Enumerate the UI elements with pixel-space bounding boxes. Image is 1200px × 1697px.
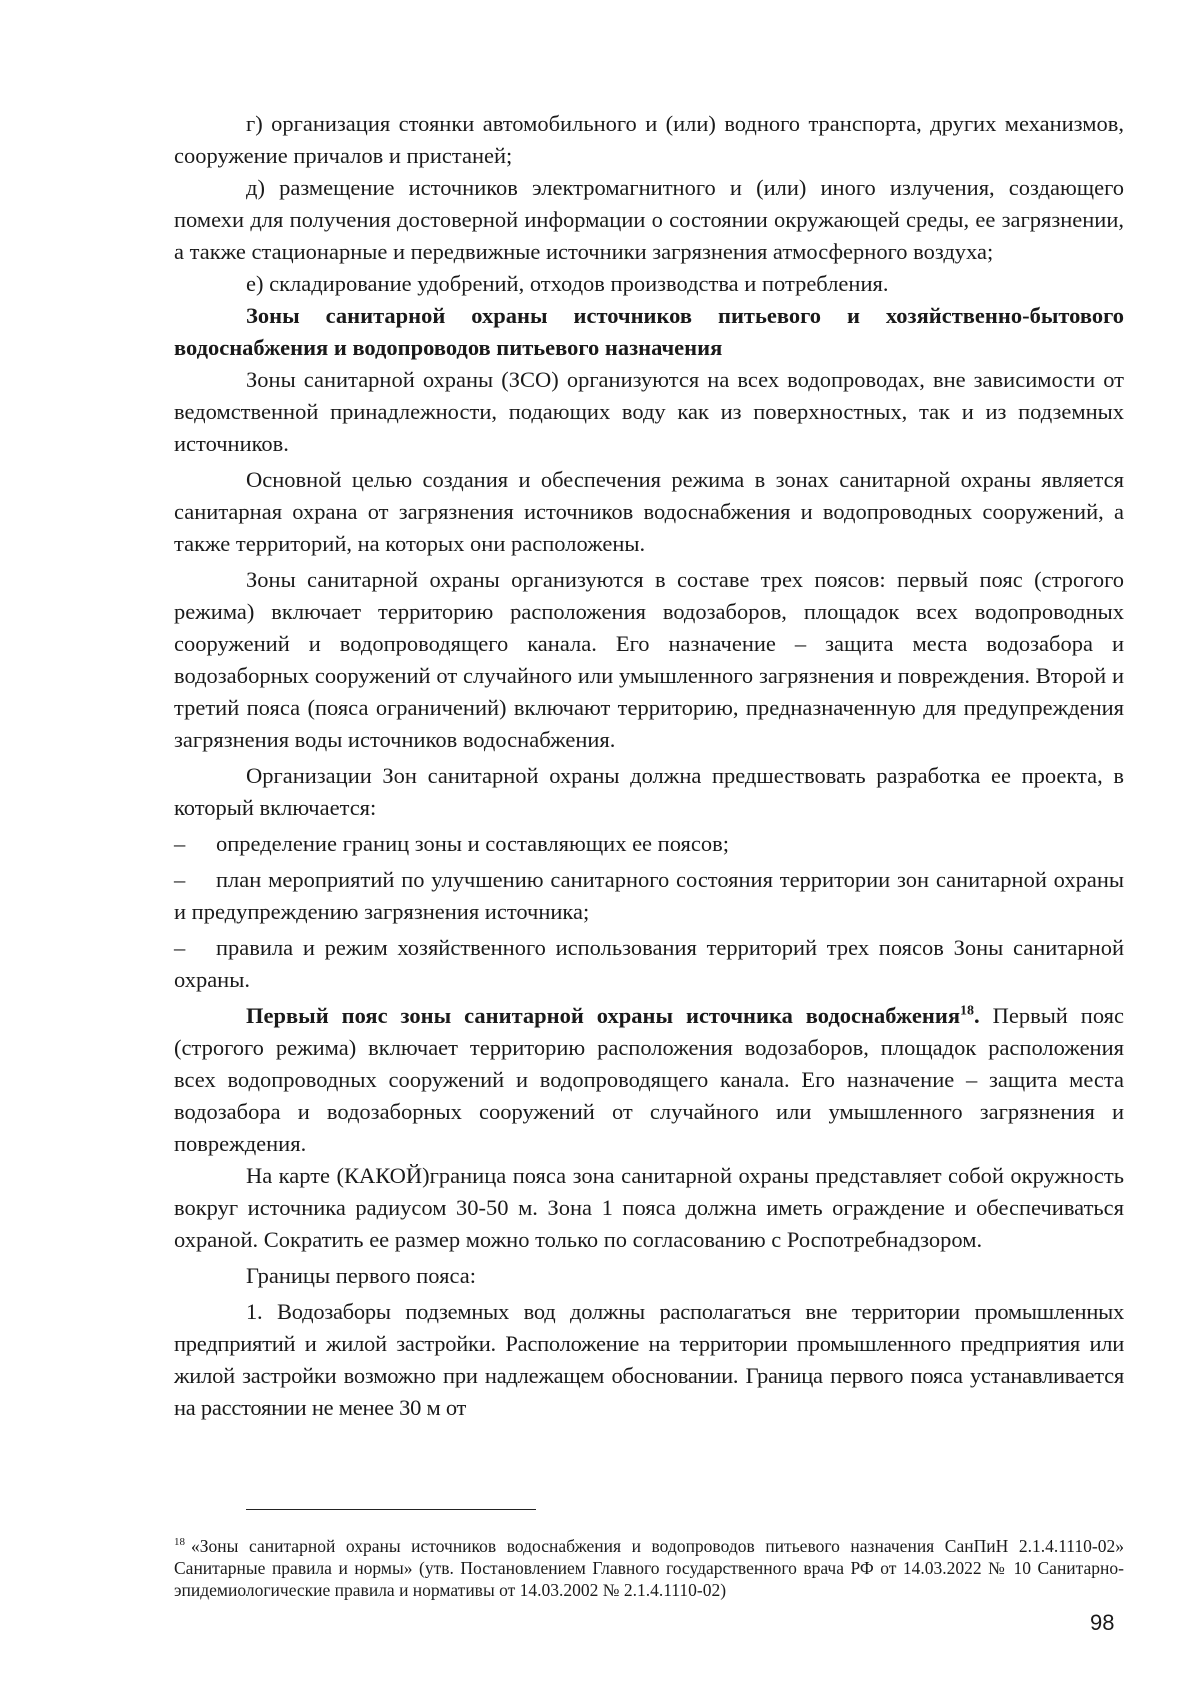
footnote-ref[interactable]: 18: [960, 1003, 975, 1019]
first-belt-text: Первый пояс (строгого режима) включает территорию расположения водозаборов, площадок расположения всех водопроводных сооружений и водопроводящего канала. Его назначение – защита места водозабора и водозаборных сооружений от случайного или умышленного загрязнения и повреждения.: [174, 1003, 1124, 1156]
paragraph-zso-organization: Зоны санитарной охраны (ЗСО) организуются на всех водопроводах, вне зависимости от ведомственной принадлежности, подающих воду как из поверхностных, так и из подземных источников.: [174, 367, 1124, 456]
list-dash: –: [174, 867, 186, 892]
paragraph-boundaries-title: Границы первого пояса:: [246, 1263, 476, 1288]
paragraph-item-d: д) размещение источников электромагнитного и (или) иного излучения, создающего помехи для получения достоверной информации о состоянии окружающей среды, ее загрязнении, а также стационарные и передвижные источники загрязнения атмосферного воздуха;: [174, 175, 1124, 264]
list-item-text: план мероприятий по улучшению санитарного состояния территории зон санитарной охраны и предупреждению загрязнения источника;: [174, 867, 1124, 924]
section-heading-zso-text: Зоны санитарной охраны источников питьевого и хозяйственно-бытового водоснабжения и водопроводов питьевого назначения: [174, 303, 1124, 360]
footnote-text: «Зоны санитарной охраны источников водоснабжения и водопроводов питьевого назначения СанПиН 2.1.4.1110-02» Санитарные правила и нормы» (утв. Постановлением Главного государственного врача РФ от 14.03.2022 № 10 Санитарно-эпидемиологические правила и нормативы от 14.03.2002 № 2.1.4.1110-02): [174, 1535, 1124, 1600]
list-item: [174, 864, 1124, 928]
paragraph-three-belts: Зоны санитарной охраны организуются в составе трех поясов: первый пояс (строгого режима) включает территорию расположения водозаборов, площадок всех водопроводных сооружений и водопроводящего канала. Его назначение – защита места водозабора и водозаборных сооружений от случайного или умышленного загрязнения и повреждения. Второй и третий пояса (пояса ограничений) включают территорию, предназначенную для предупреждения загрязнения воды источников водоснабжения.: [174, 567, 1124, 752]
paragraph-item-g: г) организация стоянки автомобильного и (или) водного транспорта, других механизмов, сооружение причалов и пристаней;: [174, 111, 1124, 168]
section-heading-zso: [174, 300, 1124, 364]
first-belt-heading-dot: .: [974, 1003, 980, 1028]
document-body: [174, 108, 1124, 1424]
first-belt-heading: Первый пояс зоны санитарной охраны источника водоснабжения: [246, 1003, 961, 1028]
paragraph-groundwater-intakes: 1. Водозаборы подземных вод должны располагаться вне территории промышленных предприятий и жилой застройки. Расположение на территории промышленного предприятия или жилой застройки возможно при надлежащем обосновании. Граница первого пояса устанавливается на расстоянии не менее 30 м от: [174, 1299, 1124, 1420]
paragraph-main-goal: Основной целью создания и обеспечения режима в зонах санитарной охраны является санитарная охрана от загрязнения источников водоснабжения и водопроводных сооружений, а также территорий, на которых они расположены.: [174, 467, 1124, 556]
list-item-text: определение границ зоны и составляющих ее поясов;: [216, 831, 729, 856]
footnote-separator: [246, 1509, 536, 1510]
paragraph-map-boundary: На карте (КАКОЙ)граница пояса зона санитарной охраны представляет собой окружность вокруг источника радиусом 30-50 м. Зона 1 пояса должна иметь ограждение и обеспечиваться охраной. Сократить ее размер можно только по согласованию с Роспотребнадзором.: [174, 1163, 1124, 1252]
paragraph-item-e: е) складирование удобрений, отходов производства и потребления.: [246, 271, 889, 296]
list-item: [174, 828, 1124, 860]
footnote-number: 18: [174, 1535, 185, 1548]
list-dash: –: [174, 935, 186, 960]
paragraph-first-belt: [174, 1000, 1124, 1160]
footnote: [174, 1535, 1124, 1601]
list-dash: –: [174, 831, 186, 856]
list-item: [174, 932, 1124, 996]
paragraph-project: Организации Зон санитарной охраны должна предшествовать разработка ее проекта, в который включается:: [174, 763, 1124, 820]
list-item-text: правила и режим хозяйственного использования территорий трех поясов Зоны санитарной охраны.: [174, 935, 1124, 992]
page-number: 98: [1090, 1610, 1115, 1635]
